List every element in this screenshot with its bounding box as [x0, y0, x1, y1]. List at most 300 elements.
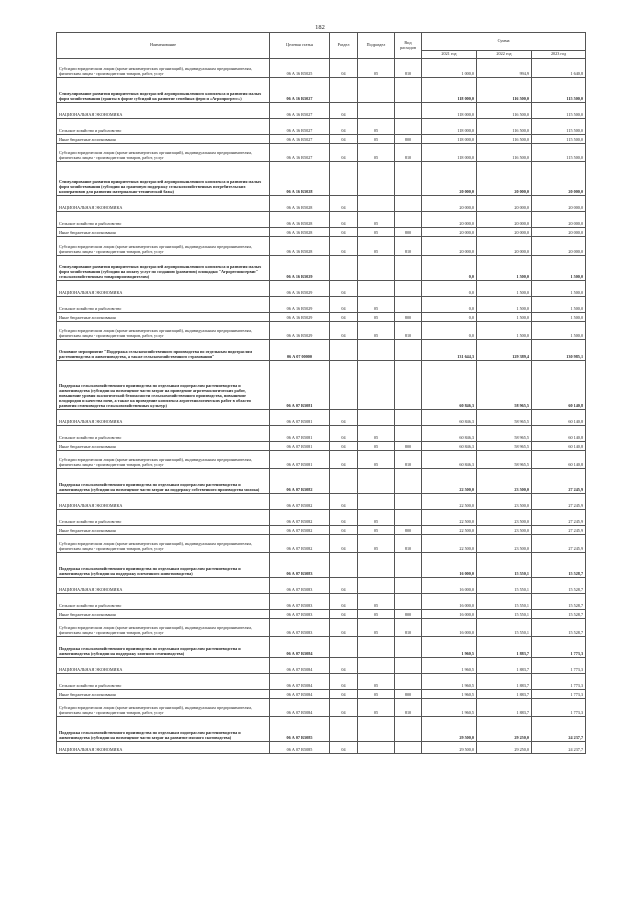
row-name: НАЦИОНАЛЬНАЯ ЭКОНОМИКА	[57, 196, 270, 212]
row-value-2021: 118 000,0	[422, 119, 477, 135]
row-target-code: 06 А 07 R5082	[270, 510, 330, 526]
row-value-2023: 1 773,3	[532, 699, 586, 717]
row-name: Поддержка сельскохозяйственного производства по отдельным подотраслям растениеводства и животноводства (субсидии на возмещение части затрат на поддержку собственного производства молока)	[57, 469, 270, 494]
row-subsection: 05	[358, 144, 395, 162]
row-expense-type: 810	[395, 59, 422, 78]
row-value-2021: 22 500,0	[422, 469, 477, 494]
row-name: Субсидии юридическим лицам (кроме некоммерческих организаций), индивидуальным предпринимателям, физическим лицам - производителям товаров, работ, услуг	[57, 699, 270, 717]
row-subsection: 05	[358, 610, 395, 619]
row-name: Субсидии юридическим лицам (кроме некоммерческих организаций), индивидуальным предпринимателям, физическим лицам - производителям товаров, работ, услуг	[57, 237, 270, 256]
row-value-2021: 20 000,0	[422, 196, 477, 212]
row-name: Стимулирование развития приоритетных подотраслей агропромышленного комплекса и развития малых форм хозяйствования (субсидии на оплату услуг по созданию (развитию) площадки "Агрорегионсервис" сельскохозяйственным товаропроизводителям)	[57, 256, 270, 281]
row-value-2021: 1 000,0	[422, 59, 477, 78]
table-row	[57, 637, 586, 658]
row-subsection	[358, 494, 395, 510]
row-value-2021: 20 000,0	[422, 212, 477, 228]
row-value-2022: 58 965,5	[477, 410, 532, 426]
row-value-2023: 20 000,0	[532, 237, 586, 256]
row-value-2021: 118 000,0	[422, 103, 477, 119]
row-subsection	[358, 410, 395, 426]
row-value-2022: 15 550,1	[477, 578, 532, 594]
table-row	[57, 469, 586, 494]
row-value-2022: 23 500,0	[477, 469, 532, 494]
row-expense-type: 800	[395, 135, 422, 144]
row-value-2023: 115 500,0	[532, 135, 586, 144]
row-section: 04	[330, 699, 358, 717]
table-row	[57, 619, 586, 637]
row-value-2023: 1 500,0	[532, 322, 586, 340]
row-value-2021: 60 846,3	[422, 426, 477, 442]
row-target-code: 06 А 16 R5028	[270, 237, 330, 256]
header-2022: 2022 год	[477, 51, 532, 59]
row-target-code: 06 А 07 R5081	[270, 442, 330, 451]
row-value-2023: 20 000,0	[532, 212, 586, 228]
row-subsection: 05	[358, 674, 395, 690]
row-subsection: 05	[358, 212, 395, 228]
row-section: 04	[330, 619, 358, 637]
table-row	[57, 228, 586, 237]
row-name: Сельское хозяйство и рыболовство	[57, 510, 270, 526]
row-subsection: 05	[358, 228, 395, 237]
row-name: Сельское хозяйство и рыболовство	[57, 212, 270, 228]
header-2021: 2021 год	[422, 51, 477, 59]
row-section	[330, 717, 358, 742]
table-row	[57, 442, 586, 451]
row-value-2022: 20 000,0	[477, 228, 532, 237]
row-subsection	[358, 658, 395, 674]
row-target-code: 06 А 16 R5029	[270, 322, 330, 340]
row-target-code: 06 А 07 R5083	[270, 619, 330, 637]
row-value-2023: 130 985,1	[532, 340, 586, 361]
table-row	[57, 340, 586, 361]
row-name: НАЦИОНАЛЬНАЯ ЭКОНОМИКА	[57, 103, 270, 119]
row-expense-type: 800	[395, 526, 422, 535]
row-value-2023: 15 528,7	[532, 610, 586, 619]
row-value-2023: 27 245,9	[532, 494, 586, 510]
row-value-2021: 22 500,0	[422, 535, 477, 553]
row-section: 04	[330, 426, 358, 442]
row-target-code: 06 А 07 R5082	[270, 494, 330, 510]
table-body	[57, 59, 586, 754]
row-subsection	[358, 340, 395, 361]
row-subsection: 05	[358, 535, 395, 553]
row-target-code: 06 А 16 R5027	[270, 103, 330, 119]
row-value-2023: 15 528,7	[532, 578, 586, 594]
row-value-2021: 0,0	[422, 281, 477, 297]
table-row	[57, 742, 586, 754]
row-value-2023: 27 245,9	[532, 510, 586, 526]
table-row	[57, 103, 586, 119]
row-value-2022: 1 883,7	[477, 699, 532, 717]
row-value-2022: 1 883,7	[477, 637, 532, 658]
row-subsection: 05	[358, 59, 395, 78]
row-value-2022: 29 250,0	[477, 717, 532, 742]
row-subsection: 05	[358, 322, 395, 340]
row-value-2022: 58 965,5	[477, 361, 532, 410]
row-target-code: 06 А 07 R5081	[270, 451, 330, 469]
row-expense-type	[395, 78, 422, 103]
row-name: Стимулирование развития приоритетных подотраслей агропромышленного комплекса и развития малых форм хозяйствования (субсидии на грантовую поддержку сельскохозяйственных потребительских кооперативов для развития материально-технической базы)	[57, 162, 270, 196]
row-section: 04	[330, 281, 358, 297]
row-target-code: 06 А 07 R5084	[270, 690, 330, 699]
row-subsection	[358, 103, 395, 119]
row-section: 04	[330, 526, 358, 535]
page-number: 182	[315, 24, 325, 31]
row-value-2022: 1 500,0	[477, 281, 532, 297]
row-value-2022: 1 883,7	[477, 690, 532, 699]
row-expense-type	[395, 494, 422, 510]
row-target-code: 06 А 07 R5081	[270, 426, 330, 442]
row-name: Иные бюджетные ассигнования	[57, 442, 270, 451]
row-value-2023: 60 140,8	[532, 426, 586, 442]
table-row	[57, 59, 586, 78]
row-value-2023: 60 140,8	[532, 442, 586, 451]
row-expense-type	[395, 658, 422, 674]
row-value-2023: 115 500,0	[532, 78, 586, 103]
row-target-code: 06 А 07 R5082	[270, 469, 330, 494]
row-target-code: 06 А 16 R5029	[270, 281, 330, 297]
header-target: Целевая статья	[270, 33, 330, 59]
row-value-2022: 15 550,1	[477, 619, 532, 637]
row-value-2023: 60 140,8	[532, 451, 586, 469]
row-section: 04	[330, 119, 358, 135]
row-value-2022: 1 500,0	[477, 297, 532, 313]
row-target-code: 06 А 16 R5027	[270, 119, 330, 135]
row-expense-type: 800	[395, 313, 422, 322]
row-section: 04	[330, 442, 358, 451]
row-section: 04	[330, 228, 358, 237]
row-value-2023: 1 773,3	[532, 690, 586, 699]
row-value-2022: 1 883,7	[477, 658, 532, 674]
row-value-2021: 0,0	[422, 313, 477, 322]
row-value-2022: 23 500,0	[477, 510, 532, 526]
row-section: 04	[330, 690, 358, 699]
row-value-2021: 22 500,0	[422, 526, 477, 535]
row-expense-type: 810	[395, 535, 422, 553]
row-value-2021: 1 960,5	[422, 674, 477, 690]
row-expense-type	[395, 742, 422, 754]
row-subsection	[358, 469, 395, 494]
table-row	[57, 510, 586, 526]
table-row	[57, 119, 586, 135]
table-row	[57, 578, 586, 594]
row-name: НАЦИОНАЛЬНАЯ ЭКОНОМИКА	[57, 494, 270, 510]
row-value-2023: 1 773,3	[532, 674, 586, 690]
row-subsection: 05	[358, 619, 395, 637]
row-section: 04	[330, 742, 358, 754]
row-name: Сельское хозяйство и рыболовство	[57, 297, 270, 313]
row-expense-type	[395, 119, 422, 135]
row-subsection	[358, 553, 395, 578]
row-name: Иные бюджетные ассигнования	[57, 228, 270, 237]
row-subsection	[358, 361, 395, 410]
table-row	[57, 322, 586, 340]
row-section: 04	[330, 313, 358, 322]
row-target-code: 06 А 16 R5029	[270, 313, 330, 322]
row-subsection: 05	[358, 690, 395, 699]
row-value-2023: 27 245,9	[532, 469, 586, 494]
row-target-code: 06 А 07 R5085	[270, 742, 330, 754]
row-value-2022: 116 500,0	[477, 78, 532, 103]
row-target-code: 06 А 16 R5027	[270, 144, 330, 162]
header-sum: Сумма	[422, 33, 586, 51]
row-name: Иные бюджетные ассигнования	[57, 313, 270, 322]
row-expense-type	[395, 717, 422, 742]
row-name: НАЦИОНАЛЬНАЯ ЭКОНОМИКА	[57, 281, 270, 297]
row-value-2021: 20 000,0	[422, 228, 477, 237]
row-target-code: 06 А 07 R5083	[270, 553, 330, 578]
row-value-2023: 27 245,9	[532, 526, 586, 535]
row-value-2022: 23 500,0	[477, 494, 532, 510]
row-expense-type: 810	[395, 237, 422, 256]
row-value-2023: 1 640,8	[532, 59, 586, 78]
row-value-2023: 1 500,0	[532, 256, 586, 281]
row-name: Субсидии юридическим лицам (кроме некоммерческих организаций), индивидуальным предпринимателям, физическим лицам - производителям товаров, работ, услуг	[57, 322, 270, 340]
row-value-2023: 1 773,3	[532, 658, 586, 674]
row-expense-type	[395, 297, 422, 313]
row-value-2021: 0,0	[422, 256, 477, 281]
row-section: 04	[330, 535, 358, 553]
row-value-2023: 1 500,0	[532, 313, 586, 322]
table-row	[57, 256, 586, 281]
row-value-2021: 60 846,3	[422, 451, 477, 469]
row-target-code: 06 А 07 00000	[270, 340, 330, 361]
row-subsection: 05	[358, 699, 395, 717]
row-value-2021: 29 500,0	[422, 742, 477, 754]
row-section: 04	[330, 59, 358, 78]
row-value-2023: 1 500,0	[532, 281, 586, 297]
row-section: 04	[330, 135, 358, 144]
row-value-2023: 27 245,9	[532, 535, 586, 553]
row-value-2022: 1 500,0	[477, 313, 532, 322]
row-value-2023: 1 500,0	[532, 297, 586, 313]
row-section: 04	[330, 610, 358, 619]
row-value-2023: 20 000,0	[532, 228, 586, 237]
row-value-2021: 131 644,3	[422, 340, 477, 361]
table-row	[57, 594, 586, 610]
row-section: 04	[330, 322, 358, 340]
row-target-code: 06 А 16 R5028	[270, 212, 330, 228]
row-expense-type: 800	[395, 610, 422, 619]
row-name: Субсидии юридическим лицам (кроме некоммерческих организаций), индивидуальным предпринимателям, физическим лицам - производителям товаров, работ, услуг	[57, 144, 270, 162]
row-target-code: 06 А 07 R5082	[270, 526, 330, 535]
row-value-2021: 22 500,0	[422, 510, 477, 526]
row-value-2021: 0,0	[422, 322, 477, 340]
row-value-2021: 16 000,0	[422, 578, 477, 594]
row-section: 04	[330, 196, 358, 212]
table-row	[57, 658, 586, 674]
row-value-2022: 116 500,0	[477, 103, 532, 119]
row-expense-type	[395, 553, 422, 578]
row-value-2021: 1 960,5	[422, 658, 477, 674]
row-subsection	[358, 162, 395, 196]
row-subsection: 05	[358, 442, 395, 451]
row-value-2022: 29 250,0	[477, 742, 532, 754]
row-value-2023: 20 000,0	[532, 196, 586, 212]
row-expense-type: 810	[395, 619, 422, 637]
table-row	[57, 553, 586, 578]
row-value-2021: 16 000,0	[422, 619, 477, 637]
row-name: НАЦИОНАЛЬНАЯ ЭКОНОМИКА	[57, 410, 270, 426]
row-value-2021: 16 000,0	[422, 594, 477, 610]
row-expense-type: 810	[395, 451, 422, 469]
row-value-2022: 1 500,0	[477, 256, 532, 281]
row-value-2022: 58 965,5	[477, 451, 532, 469]
row-name: Стимулирование развития приоритетных подотраслей агропромышленного комплекса и развития малых форм хозяйствования (гранты в форме субсидий на развитие семейных ферм и «Агропрогресс»)	[57, 78, 270, 103]
row-expense-type	[395, 361, 422, 410]
row-expense-type	[395, 340, 422, 361]
row-subsection	[358, 256, 395, 281]
row-value-2022: 1 500,0	[477, 322, 532, 340]
row-section: 04	[330, 451, 358, 469]
row-target-code: 06 А 07 R5081	[270, 410, 330, 426]
row-target-code: 06 А 16 R5029	[270, 256, 330, 281]
row-name: Субсидии юридическим лицам (кроме некоммерческих организаций), индивидуальным предпринимателям, физическим лицам - производителям товаров, работ, услуг	[57, 619, 270, 637]
row-name: Поддержка сельскохозяйственного производства по отдельным подотраслям растениеводства и животноводства (субсидии на возмещение части затрат на проведение агротехнологических работ, повышение уровня экологической безопасности сельскохозяйственного производства, повышение плодородия и качества почв, а также на проведение комплекса агротехнологических работ в области развития семеноводства сельскохозяйственных культур)	[57, 361, 270, 410]
row-value-2022: 23 500,0	[477, 535, 532, 553]
table-row	[57, 297, 586, 313]
row-value-2021: 118 000,0	[422, 135, 477, 144]
row-value-2023: 24 237,7	[532, 742, 586, 754]
header-2023: 2023 год	[532, 51, 586, 59]
row-value-2021: 0,0	[422, 297, 477, 313]
row-subsection	[358, 717, 395, 742]
row-subsection	[358, 578, 395, 594]
header-name: Наименование	[57, 33, 270, 59]
row-value-2021: 16 000,0	[422, 610, 477, 619]
table-row	[57, 162, 586, 196]
row-expense-type: 810	[395, 322, 422, 340]
row-target-code: 06 А 07 R5084	[270, 637, 330, 658]
row-target-code: 06 А 16 R5029	[270, 297, 330, 313]
row-name: НАЦИОНАЛЬНАЯ ЭКОНОМИКА	[57, 742, 270, 754]
row-value-2021: 118 000,0	[422, 78, 477, 103]
table-row	[57, 699, 586, 717]
row-value-2021: 20 000,0	[422, 162, 477, 196]
row-value-2023: 60 140,8	[532, 361, 586, 410]
row-value-2021: 1 960,5	[422, 637, 477, 658]
row-subsection: 05	[358, 451, 395, 469]
row-value-2021: 29 500,0	[422, 717, 477, 742]
row-value-2023: 24 237,7	[532, 717, 586, 742]
row-value-2022: 20 000,0	[477, 196, 532, 212]
row-section: 04	[330, 510, 358, 526]
row-name: Иные бюджетные ассигнования	[57, 610, 270, 619]
row-section	[330, 162, 358, 196]
table-row	[57, 78, 586, 103]
row-expense-type	[395, 510, 422, 526]
table-row	[57, 717, 586, 742]
row-value-2022: 116 500,0	[477, 135, 532, 144]
row-value-2022: 15 550,1	[477, 610, 532, 619]
row-name: НАЦИОНАЛЬНАЯ ЭКОНОМИКА	[57, 658, 270, 674]
row-target-code: 06 А 07 R5084	[270, 658, 330, 674]
row-target-code: 06 А 07 R5083	[270, 610, 330, 619]
row-value-2022: 20 000,0	[477, 162, 532, 196]
row-subsection: 05	[358, 237, 395, 256]
row-value-2022: 129 389,4	[477, 340, 532, 361]
row-value-2023: 15 528,7	[532, 619, 586, 637]
row-expense-type	[395, 162, 422, 196]
row-subsection	[358, 281, 395, 297]
row-value-2021: 118 000,0	[422, 144, 477, 162]
table-row	[57, 135, 586, 144]
row-section: 04	[330, 578, 358, 594]
row-target-code: 06 А 07 R5081	[270, 361, 330, 410]
table-row	[57, 535, 586, 553]
row-value-2021: 60 846,3	[422, 442, 477, 451]
row-target-code: 06 А 07 R5082	[270, 535, 330, 553]
table-row	[57, 144, 586, 162]
table-row	[57, 690, 586, 699]
row-expense-type	[395, 281, 422, 297]
row-value-2021: 16 000,0	[422, 553, 477, 578]
row-target-code: 06 А 07 R5083	[270, 594, 330, 610]
row-name: НАЦИОНАЛЬНАЯ ЭКОНОМИКА	[57, 578, 270, 594]
row-expense-type	[395, 196, 422, 212]
table-row	[57, 410, 586, 426]
row-value-2022: 58 965,5	[477, 442, 532, 451]
row-value-2022: 1 883,7	[477, 674, 532, 690]
row-section: 04	[330, 494, 358, 510]
table-row	[57, 361, 586, 410]
row-value-2022: 15 550,1	[477, 553, 532, 578]
row-expense-type	[395, 410, 422, 426]
row-target-code: 06 А 16 R5027	[270, 135, 330, 144]
row-target-code: 06 А 07 R5084	[270, 674, 330, 690]
row-name: Сельское хозяйство и рыболовство	[57, 674, 270, 690]
row-name: Поддержка сельскохозяйственного производства по отдельным подотраслям растениеводства и животноводства (субсидии на возмещение части затрат на развитие мясного скотоводства)	[57, 717, 270, 742]
row-name: Субсидии юридическим лицам (кроме некоммерческих организаций), индивидуальным предпринимателям, физическим лицам - производителям товаров, работ, услуг	[57, 59, 270, 78]
row-name: Иные бюджетные ассигнования	[57, 526, 270, 535]
row-section	[330, 637, 358, 658]
row-name: Основное мероприятие "Поддержка сельскохозяйственного производства по отдельным подотраслям растениеводства и животноводства, а также сельскохозяйственного страхования"	[57, 340, 270, 361]
row-expense-type: 800	[395, 228, 422, 237]
row-target-code: 06 А 07 R5083	[270, 578, 330, 594]
row-target-code: 06 А 07 R5085	[270, 717, 330, 742]
row-name: Иные бюджетные ассигнования	[57, 690, 270, 699]
header-section: Раздел	[330, 33, 358, 59]
budget-table	[56, 32, 586, 754]
row-target-code: 06 А 16 R5028	[270, 162, 330, 196]
row-value-2023: 115 500,0	[532, 144, 586, 162]
row-value-2021: 20 000,0	[422, 237, 477, 256]
row-target-code: 06 А 16 R5025	[270, 59, 330, 78]
row-target-code: 06 А 16 R5027	[270, 78, 330, 103]
row-section	[330, 78, 358, 103]
table-row	[57, 281, 586, 297]
row-name: Сельское хозяйство и рыболовство	[57, 594, 270, 610]
row-expense-type: 800	[395, 442, 422, 451]
row-value-2021: 1 960,5	[422, 690, 477, 699]
row-value-2021: 22 500,0	[422, 494, 477, 510]
row-name: Сельское хозяйство и рыболовство	[57, 426, 270, 442]
row-section	[330, 361, 358, 410]
row-expense-type	[395, 674, 422, 690]
row-value-2022: 23 500,0	[477, 526, 532, 535]
row-subsection	[358, 196, 395, 212]
table-row	[57, 610, 586, 619]
row-section: 04	[330, 103, 358, 119]
row-expense-type	[395, 103, 422, 119]
row-name: Субсидии юридическим лицам (кроме некоммерческих организаций), индивидуальным предпринимателям, физическим лицам - производителям товаров, работ, услуг	[57, 535, 270, 553]
row-section: 04	[330, 410, 358, 426]
row-section: 04	[330, 658, 358, 674]
header-subsection: Подраздел	[358, 33, 395, 59]
table-row	[57, 212, 586, 228]
table-row	[57, 674, 586, 690]
row-subsection: 05	[358, 510, 395, 526]
